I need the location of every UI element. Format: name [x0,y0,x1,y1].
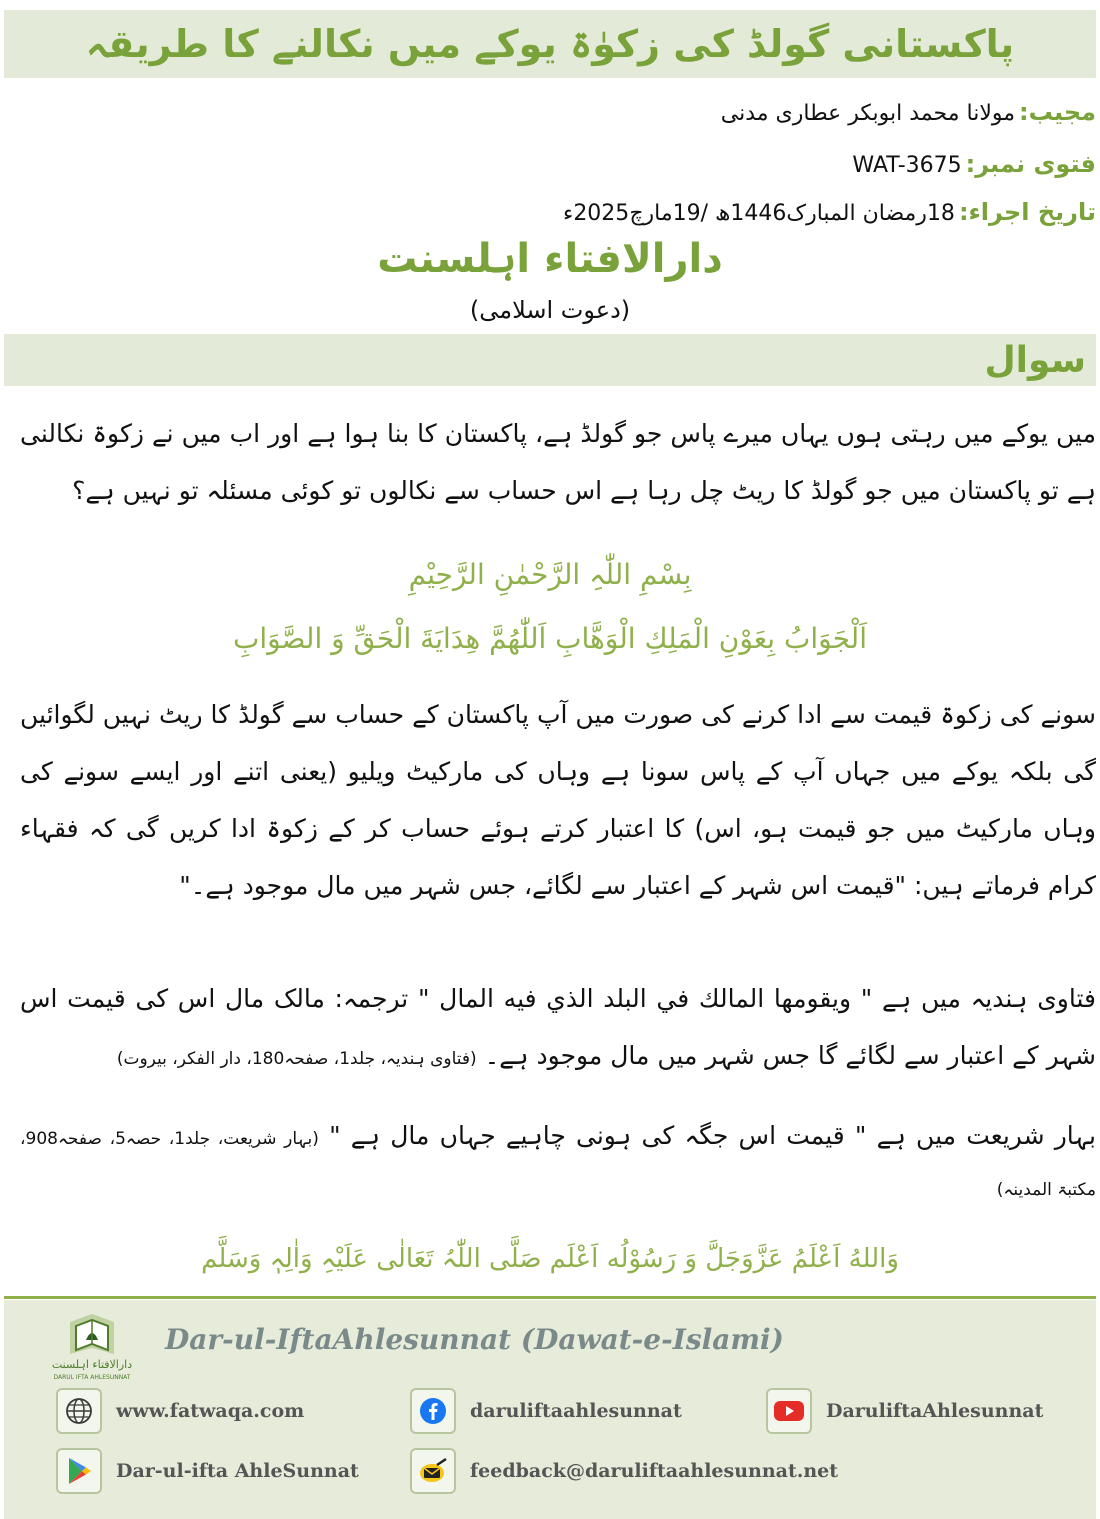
bahar-reference: (بہار شریعت، جلد1، حصہ5، صفحہ908، مکتبۃ المدینہ) [20,1129,1096,1200]
bahar-quote: بہار شریعت میں ہے " قیمت اس جگہ کی ہونی چاہیے جہاں مال ہے " [329,1121,1096,1150]
youtube-text: DaruliftaAhlesunnat [826,1400,1044,1422]
darulifta-logo [42,1310,142,1382]
play-store-icon [56,1448,102,1494]
playstore-link[interactable] [56,1448,359,1494]
closing-formula: وَاللهُ اَعْلَمُ عَزَّوَجَلَّ وَ رَسُوْلُه اَعْلَم صَلَّی اللّٰہُ تَعَالٰی عَلَیْہِ وَاٰلِہٖ وَسَلَّم [201,1244,899,1274]
playstore-text: Dar-ul-ifta AhleSunnat [116,1460,359,1482]
answer-paragraph-3 [20,1112,1096,1214]
svg-text:DARUL IFTA AHLESUNNAT: DARUL IFTA AHLESUNNAT [53,1374,131,1381]
email-link[interactable] [410,1448,838,1494]
fatwa-number-label: فتوی نمبر: [965,150,1096,178]
hindiya-quote: فتاوی ہندیہ میں ہے " ویقومها المالك في البلد الذي فيه المال " ترجمہ: مالک مال اس کی قیمت اس شہر کے اعتبار سے لگائے گا جس شہر میں مال موجود ہے۔ [20,984,1096,1070]
mujeeb-value: مولانا محمد ابوبکر عطاری مدنی [720,101,1016,126]
page-title: پاکستانی گولڈ کی زکوٰۃ یوکے میں نکالنے کا طریقہ [85,22,1015,66]
answer-paragraph-2 [20,970,1096,1088]
fatwa-number-value: WAT-3675 [852,153,962,178]
facebook-link[interactable] [410,1388,682,1434]
title-bar [4,10,1096,78]
question-text: میں یوکے میں رہتی ہوں یہاں میرے پاس جو گولڈ ہے، پاکستان کا بنا ہوا ہے اور اب میں نے زکوۃ نکالنی ہے تو پاکستان میں جو گولڈ کا ریٹ چل رہا ہے اس حساب سے نکالوں تو کوئی مسئلہ تو نہیں ہے؟ [20,419,1096,505]
issue-date-label: تاریخ اجراء: [958,198,1096,226]
facebook-icon [410,1388,456,1434]
mujeeb-label: مجیب: [1019,98,1096,126]
question-heading: سوال [984,339,1086,381]
org-name: دارالافتاء اہلسنت [377,236,723,282]
answer-paragraph-1: سونے کی زکوۃ قیمت سے ادا کرنے کی صورت میں آپ پاکستان کے حساب سے گولڈ کا ریٹ نہیں لگوائیں گی بلکہ یوکے میں جہاں آپ کے پاس سونا ہے وہاں کی مارکیٹ ویلیو (یعنی اتنے اور ایسے سونے کی وہاں مارکیٹ میں جو قیمت ہو، اس) کا اعتبار کرتے ہوئے حساب کر کے زکوۃ ادا کریں گی کہ فقہاء کرام فرماتے ہیں: "قیمت اس شہر کے اعتبار سے لگائے، جس شہر میں مال موجود ہے۔" [20,700,1096,900]
youtube-link[interactable] [766,1388,1043,1434]
bismillah: بِسْمِ اللّٰہِ الرَّحْمٰنِ الرَّحِیْمِ [408,558,692,591]
org-subtitle: (دعوت اسلامی) [469,296,631,324]
website-link[interactable] [56,1388,304,1434]
answer-opening: اَلْجَوَابُ بِعَوْنِ الْمَلِكِ الْوَهَّابِ اَللّٰهُمَّ هِدَايَةَ الْحَقِّ وَ الصَّوَابِ [233,622,867,655]
fatwa-number-line [852,150,1096,178]
mujeeb-line [721,98,1096,126]
svg-text:دارالافتاء اہلسنت: دارالافتاء اہلسنت [51,1358,133,1371]
feedback-mail-icon [410,1448,456,1494]
email-text: feedback@daruliftaahlesunnat.net [470,1460,839,1482]
hindiya-reference: (فتاوی ہندیہ، جلد1، صفحہ180، دار الفکر، بیروت) [116,1049,477,1069]
facebook-text: daruliftaahlesunnat [470,1400,682,1422]
globe-icon [56,1388,102,1434]
footer-brand: Dar-ul-IftaAhlesunnat (Dawat-e-Islami) [165,1323,784,1356]
footer-divider [4,1296,1096,1299]
youtube-icon [766,1388,812,1434]
issue-date-value: 18رمضان المبارک1446ھ /19مارچ2025ء [562,201,955,226]
website-text: www.fatwaqa.com [116,1400,305,1422]
issue-date-line [563,198,1096,226]
question-heading-bar [4,334,1096,386]
